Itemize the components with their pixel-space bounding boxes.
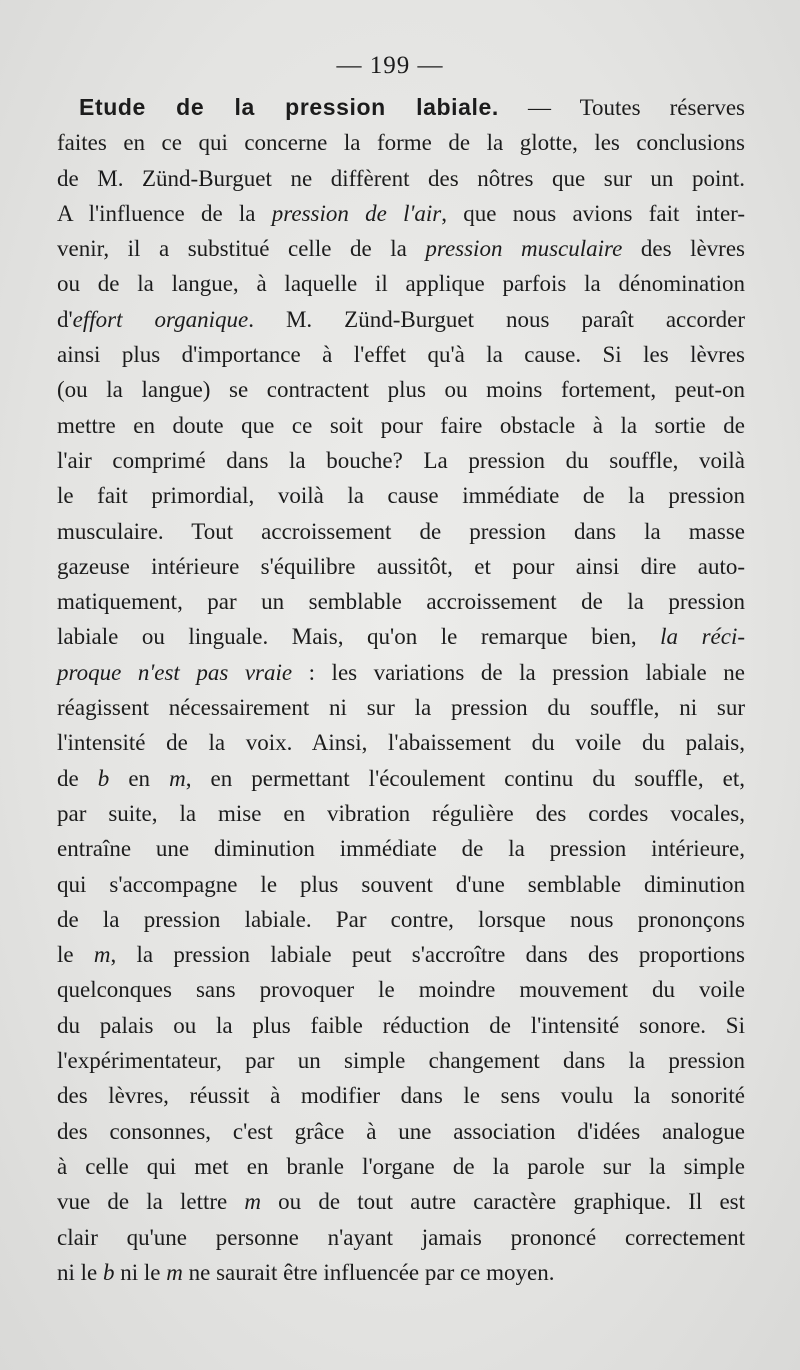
text-line <box>57 196 745 231</box>
body-paragraph <box>57 90 745 1290</box>
text-line <box>57 1255 745 1290</box>
text-segment: le fait primordial, voilà la cause immédiate de la pression <box>57 483 745 509</box>
text-line <box>57 514 745 549</box>
text-line <box>57 1008 745 1043</box>
italic-text: m <box>166 1259 183 1285</box>
text-segment: des consonnes, c'est grâce à une association d'idées analogue <box>57 1118 745 1144</box>
text-segment: gazeuse intérieure s'équilibre aussitôt, et pour ainsi dire auto- <box>57 553 745 579</box>
text-segment: matiquement, par un semblable accroissement de la pression <box>57 589 745 615</box>
text-segment: d' <box>57 306 73 332</box>
text-segment: (ou la langue) se contractent plus ou moins fortement, peut-on <box>57 377 745 403</box>
text-segment: entraîne une diminution immédiate de la pression intérieure, <box>57 836 745 862</box>
text-line-first <box>57 90 745 125</box>
italic-text: pression musculaire <box>425 236 623 262</box>
text-segment: ne saurait être influencée par ce moyen. <box>182 1259 555 1285</box>
italic-text: effort organique <box>72 306 249 332</box>
italic-text: proque n'est pas vraie <box>57 659 293 685</box>
text-line <box>57 302 745 337</box>
text-segment: qui s'accompagne le plus souvent d'une semblable diminution <box>57 871 745 897</box>
text-line <box>57 725 745 760</box>
text-line <box>57 867 745 902</box>
italic-text: m <box>244 1189 262 1215</box>
text-line <box>57 1149 745 1184</box>
text-segment: venir, il a substitué celle de la <box>57 236 426 262</box>
text-segment: du palais ou la plus faible réduction de l'intensité sonore. Si <box>57 1012 745 1038</box>
text-segment: l'intensité de la voix. Ainsi, l'abaissement du voile du palais, <box>57 730 745 756</box>
text-line <box>57 902 745 937</box>
text-line <box>57 1220 745 1255</box>
text-line <box>57 1043 745 1078</box>
text-segment: faites en ce qui concerne la forme de la glotte, les conclusions <box>57 130 745 156</box>
text-segment: de la pression labiale. Par contre, lorsque nous prononçons <box>57 906 745 932</box>
text-line <box>57 937 745 972</box>
text-segment: , que nous avions fait inter- <box>441 200 746 226</box>
text-segment: ni le <box>114 1259 167 1285</box>
text-line-rest <box>499 95 745 120</box>
text-segment: l'air comprimé dans la bouche? La pression du souffle, voilà <box>57 447 745 473</box>
text-segment: labiale ou linguale. Mais, qu'on le remarque bien, <box>57 624 661 650</box>
italic-text: pression de l'air <box>271 200 442 226</box>
text-segment: vue de la lettre <box>57 1189 245 1215</box>
text-line <box>57 619 745 654</box>
text-segment: l'expérimentateur, par un simple changement dans la pression <box>57 1048 745 1074</box>
text-segment: — Toutes réserves <box>498 95 745 120</box>
text-line <box>57 972 745 1007</box>
text-line <box>57 1184 745 1219</box>
text-segment: des lèvres, réussit à modifier dans le sens voulu la sonorité <box>57 1083 745 1109</box>
text-segment: quelconques sans provoquer le moindre mouvement du voile <box>57 977 745 1003</box>
italic-text: la réci- <box>660 624 746 650</box>
text-segment: de M. Zünd-Burguet ne diffèrent des nôtres que sur un point. <box>57 165 745 191</box>
text-segment: musculaire. Tout accroissement de pression dans la masse <box>57 518 745 544</box>
text-line <box>57 584 745 619</box>
text-segment: des lèvres <box>622 236 745 262</box>
text-segment: , en permettant l'écoulement continu du souffle, et, <box>185 765 745 791</box>
text-line <box>57 337 745 372</box>
text-segment: ou de tout autre caractère graphique. Il est <box>261 1189 745 1215</box>
text-line <box>57 266 745 301</box>
text-segment: A l'influence de la <box>57 200 272 226</box>
text-line <box>57 231 745 266</box>
text-line <box>57 761 745 796</box>
text-line <box>57 125 745 160</box>
section-heading: Etude de la pression labiale. <box>79 94 499 120</box>
text-line <box>57 831 745 866</box>
text-line <box>57 549 745 584</box>
text-segment: réagissent nécessairement ni sur la pression du souffle, ni sur <box>57 695 745 721</box>
text-segment: à celle qui met en branle l'organe de la parole sur la simple <box>57 1153 745 1179</box>
text-line <box>57 443 745 478</box>
text-segment: le <box>57 942 94 968</box>
text-segment: ou de la langue, à laquelle il applique parfois la dénomination <box>57 271 745 297</box>
text-segment: par suite, la mise en vibration régulière des cordes vocales, <box>57 800 745 826</box>
text-line <box>57 690 745 725</box>
text-segment: en <box>109 765 170 791</box>
text-segment: de <box>57 765 98 791</box>
italic-text: b <box>103 1259 115 1285</box>
text-segment: . M. Zünd-Burguet nous paraît accorder <box>248 306 745 332</box>
text-line <box>57 655 745 690</box>
italic-text: b <box>97 765 110 791</box>
text-segment: ainsi plus d'importance à l'effet qu'à la cause. Si les lèvres <box>57 342 745 368</box>
text-segment: clair qu'une personne n'ayant jamais prononcé correctement <box>57 1224 745 1250</box>
text-line <box>57 796 745 831</box>
text-line <box>57 1078 745 1113</box>
text-line <box>57 161 745 196</box>
text-line <box>57 408 745 443</box>
text-line <box>57 1114 745 1149</box>
italic-text: m <box>93 942 111 968</box>
text-segment: mettre en doute que ce soit pour faire obstacle à la sortie de <box>57 412 745 438</box>
text-segment: ni le <box>57 1259 103 1285</box>
text-line <box>57 372 745 407</box>
text-segment: : les variations de la pression labiale ne <box>292 659 745 685</box>
page-number: — 199 — <box>336 52 444 79</box>
text-line <box>57 478 745 513</box>
italic-text: m <box>169 765 186 791</box>
text-segment: , la pression labiale peut s'accroître dans des proportions <box>110 942 745 968</box>
